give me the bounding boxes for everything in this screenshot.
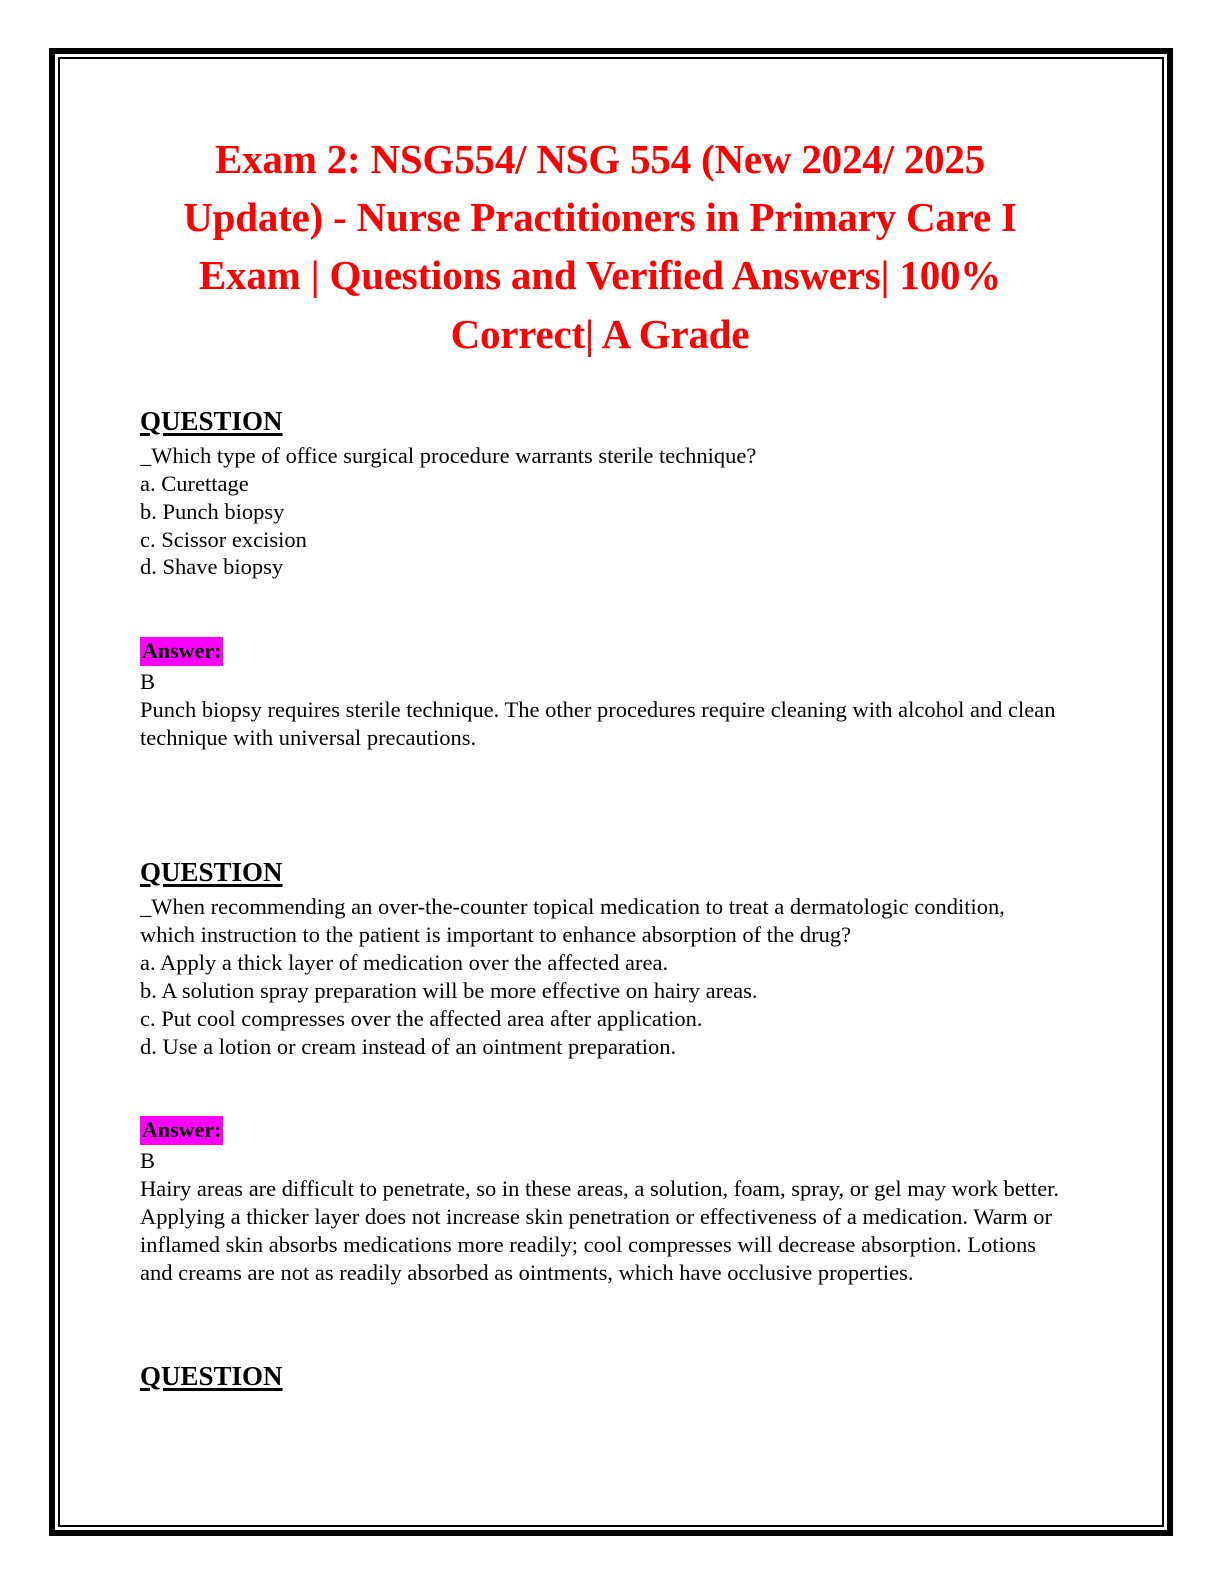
answer-label-highlight-1: Answer: [140, 637, 223, 666]
answer-block-1 [140, 637, 1060, 752]
section-spacer [140, 1287, 1060, 1361]
option-item: b. Punch biopsy [140, 498, 285, 524]
question-stem-2 [140, 893, 1060, 949]
answer-letter-2: B [140, 1148, 156, 1174]
question-heading-1: QUESTION [140, 405, 283, 436]
answer-block-2 [140, 1116, 1060, 1286]
question-lead-mark-1: _ [140, 442, 152, 468]
option-item: d. Use a lotion or cream instead of an ointment preparation. [140, 1033, 677, 1059]
answer-label-wrapper-1 [140, 637, 1060, 666]
question-heading-3: QUESTION [140, 1360, 283, 1391]
option-list-1 [140, 470, 1060, 582]
option-item: c. Scissor excision [140, 526, 307, 552]
answer-label-wrapper-2 [140, 1116, 1060, 1145]
question-stem-text-2: When recommending an over-the-counter topical medication to treat a dermatologic condition, which instruction to the patient is important to enhance absorption of the drug? [140, 894, 1005, 947]
option-item: d. Shave biopsy [140, 554, 284, 580]
section-spacer [140, 752, 1060, 814]
option-item: a. Curettage [140, 470, 249, 496]
page-title: Exam 2: NSG554/ NSG 554 (New 2024/ 2025 Update) - Nurse Practitioners in Primary Care I Exam | Questions and Verified Answers| 100% Correct| A Grade [183, 136, 1017, 357]
answer-explanation-1: Punch biopsy requires sterile technique. The other procedures require cleaning with alcohol and clean technique with universal precautions. [140, 697, 1056, 751]
answer-label-highlight-2: Answer: [140, 1116, 223, 1145]
option-list-2 [140, 949, 1060, 1061]
answer-explanation-2: Hairy areas are difficult to penetrate, so in these areas, a solution, foam, spray, or gel may work better. Applying a thicker layer does not increase skin penetration or effectiveness of a medication. Warm or inflamed skin absorbs medications more readily; cool compresses will decrease absorption. Lotions and creams are not as readily absorbed as ointments, which have occlusive properties. [140, 1176, 1060, 1285]
question-stem-text-1: Which type of office surgical procedure warrants sterile technique? [151, 442, 757, 468]
question-heading-1-wrapper [140, 406, 1060, 437]
question-lead-mark-2: _ [140, 894, 152, 920]
question-block-1 [140, 406, 1060, 752]
question-heading-2: QUESTION [140, 857, 283, 887]
option-item: a. Apply a thick layer of medication over the affected area. [140, 949, 669, 975]
question-stem-1 [140, 442, 1060, 470]
answer-letter-1: B [140, 669, 156, 695]
question-heading-2-wrapper [140, 857, 1060, 888]
question-block-2 [140, 857, 1060, 1287]
option-item: b. A solution spray preparation will be more effective on hairy areas. [140, 977, 758, 1003]
trailing-question-heading-wrapper [140, 1361, 1060, 1392]
document-content [140, 130, 1060, 1392]
option-item: c. Put cool compresses over the affected area after application. [140, 1005, 703, 1031]
